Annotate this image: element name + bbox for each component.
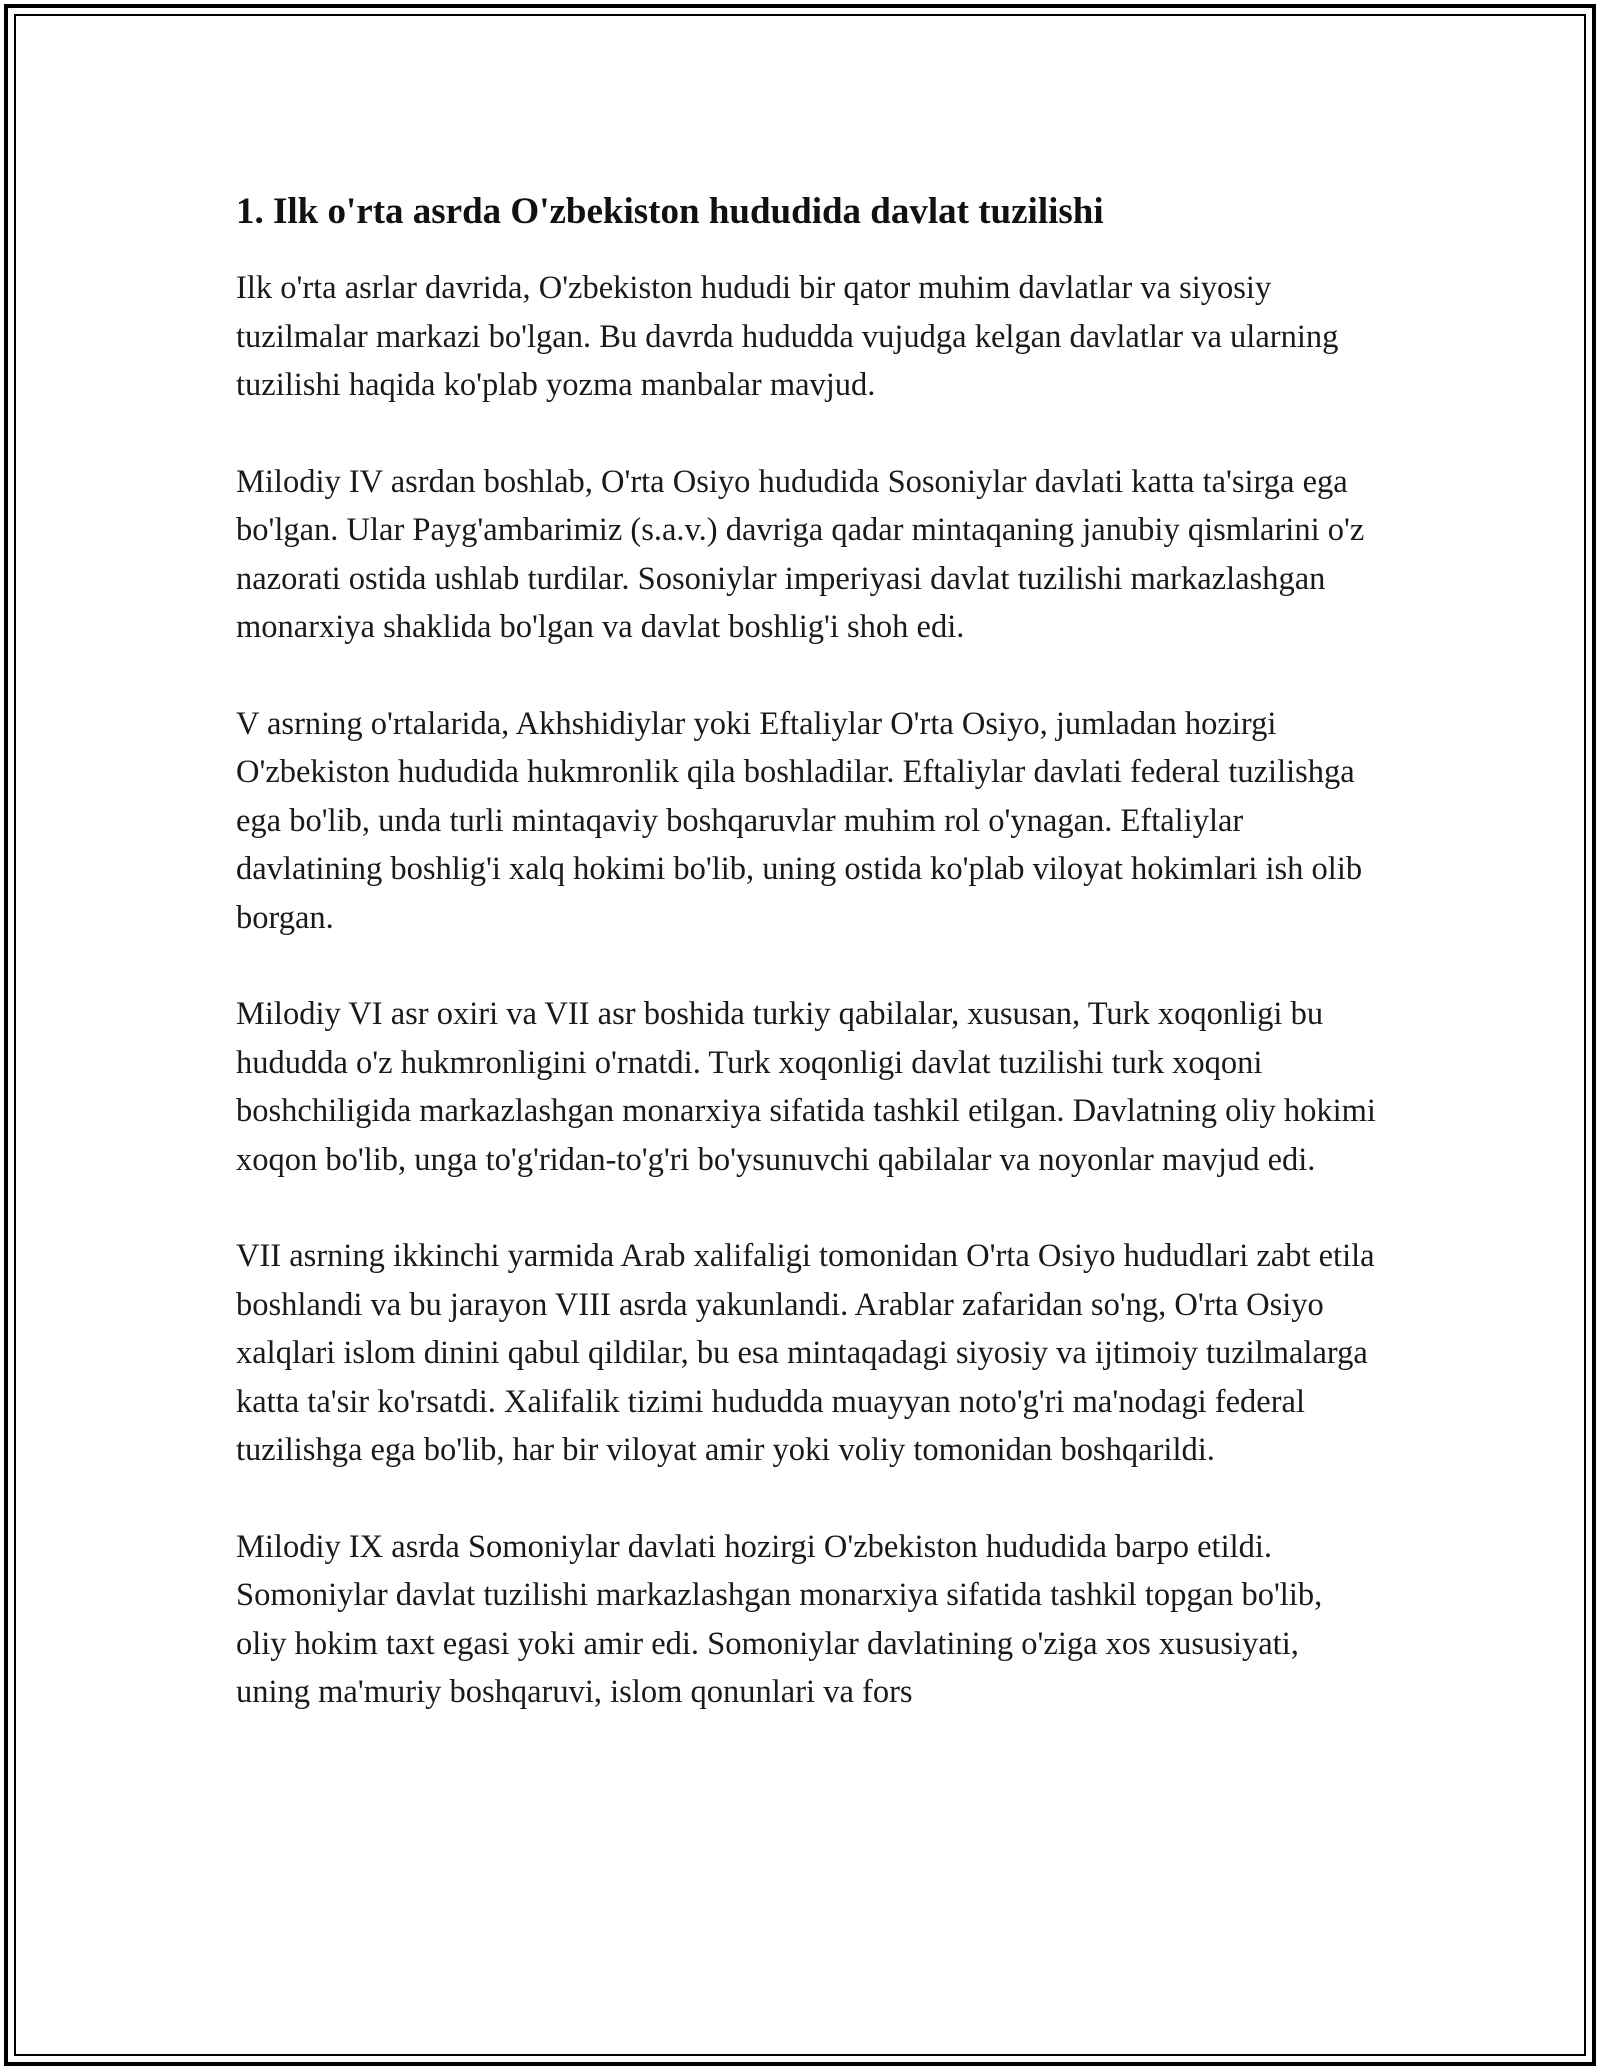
document-body xyxy=(236,186,1376,1765)
paragraph-1: Ilk o'rta asrlar davrida, O'zbekiston hududi bir qator muhim davlatlar va siyosiy tuzilmalar markazi bo'lgan. Bu davrda hududda vujudga kelgan davlatlar va ularning tuzilishi haqida ko'plab yozma manbalar mavjud. xyxy=(236,270,1339,403)
paragraph-3: V asrning o'rtalarida, Akhshidiylar yoki Eftaliylar O'rta Osiyo, jumladan hozirgi O'zbekiston hududida hukmronlik qila boshladilar. Eftaliylar davlati federal tuzilishga ega bo'lib, unda turli mintaqaviy boshqaruvlar muhim rol o'ynagan. Eftaliylar davlatining boshlig'i xalq hokimi bo'lib, uning ostida ko'plab viloyat hokimlari ish olib borgan. xyxy=(236,705,1363,936)
document-title: 1. Ilk o'rta asrda O'zbekiston hududida davlat tuzilishi xyxy=(236,191,1104,232)
paragraph-4: Milodiy VI asr oxiri va VII asr boshida turkiy qabilalar, xususan, Turk xoqonligi bu hududda o'z hukmronligini o'rnatdi. Turk xoqonligi davlat tuzilishi turk xoqoni boshchiligida markazlashgan monarxiya sifatida tashkil etilgan. Davlatning oliy hokimi xoqon bo'lib, unga to'g'ridan-to'g'ri bo'ysunuvchi qabilalar va noyonlar mavjud edi. xyxy=(236,996,1376,1178)
paragraph-6: Milodiy IX asrda Somoniylar davlati hozirgi O'zbekiston hududida barpo etildi. Somoniylar davlat tuzilishi markazlashgan monarxiya sifatida tashkil topgan bo'lib, oliy hokim taxt egasi yoki amir edi. Somoniylar davlatining o'ziga xos xususiyati, uning ma'muriy boshqaruvi, islom qonunlari va fors xyxy=(236,1528,1323,1710)
paragraph-5: VII asrning ikkinchi yarmida Arab xalifaligi tomonidan O'rta Osiyo hududlari zabt etila boshlandi va bu jarayon VIII asrda yakunlandi. Arablar zafaridan so'ng, O'rta Osiyo xalqlari islom dinini qabul qildilar, bu esa mintaqadagi siyosiy va ijtimoiy tuzilmalarga katta ta'sir ko'rsatdi. Xalifalik tizimi hududda muayyan noto'g'ri ma'nodagi federal tuzilishga ega bo'lib, har bir viloyat amir yoki voliy tomonidan boshqarildi. xyxy=(236,1238,1375,1468)
paragraph-2: Milodiy IV asrdan boshlab, O'rta Osiyo hududida Sosoniylar davlati katta ta'sirga ega bo'lgan. Ular Payg'ambarimiz (s.a.v.) davriga qadar mintaqaning janubiy qismlarini o'z nazorati ostida ushlab turdilar. Sosoniylar imperiyasi davlat tuzilishi markazlashgan monarxiya shaklida bo'lgan va davlat boshlig'i shoh edi. xyxy=(236,463,1365,645)
